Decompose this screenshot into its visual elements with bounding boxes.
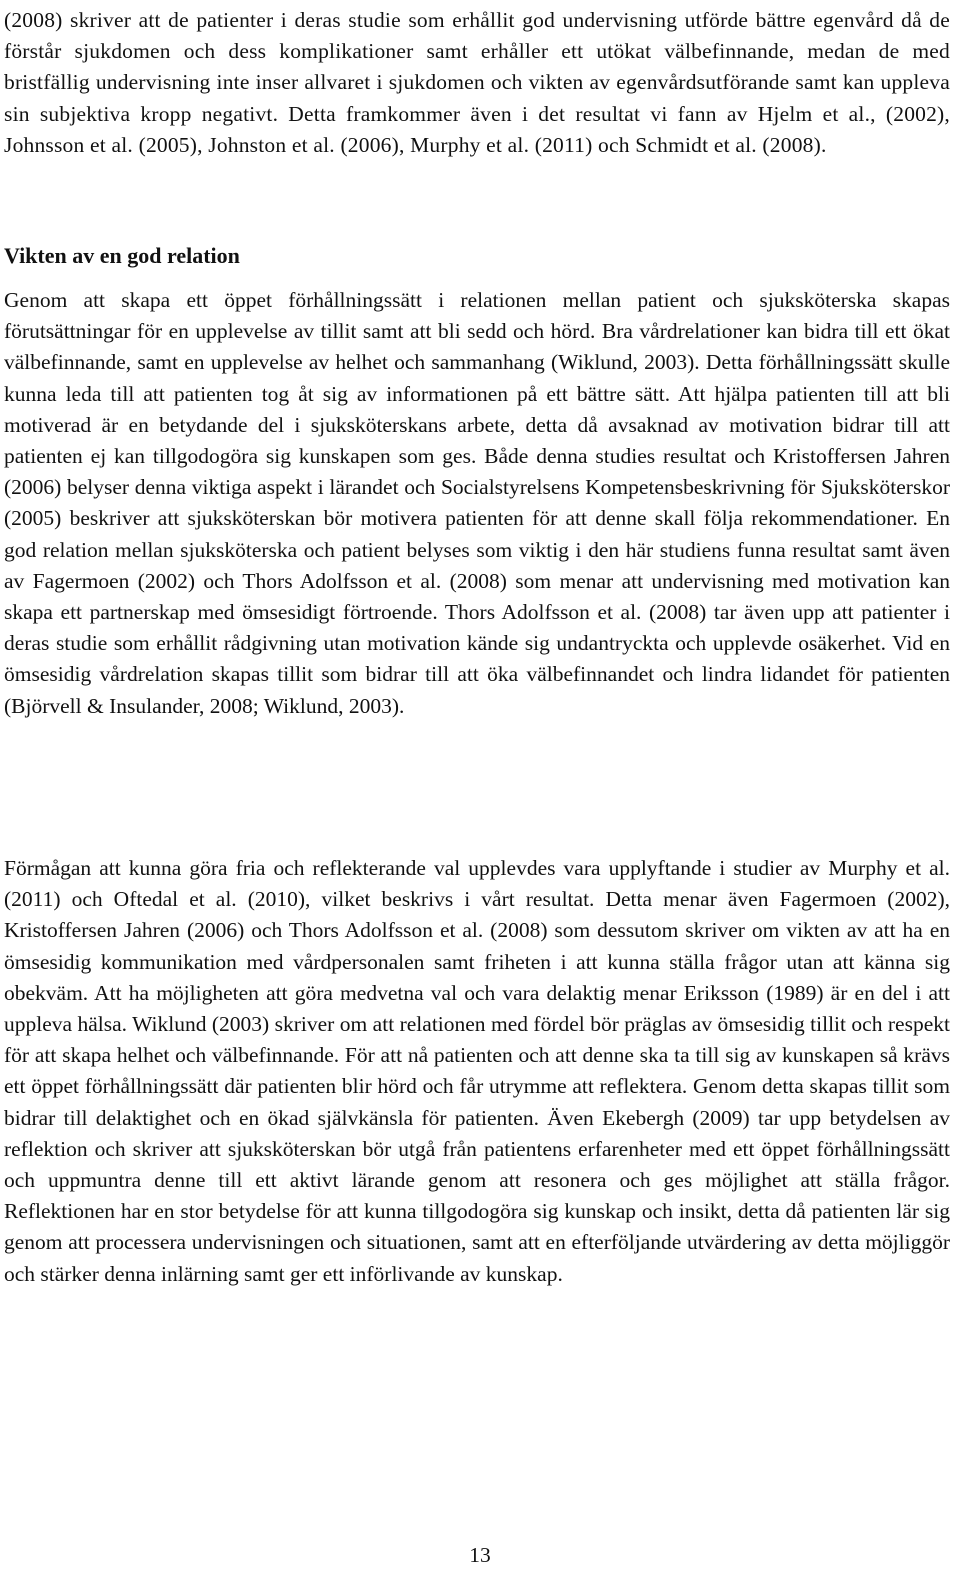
body-paragraph-relation: Genom att skapa ett öppet förhållningssätt i relationen mellan patient och sjuksköterska skapas förutsättningar för en upplevelse av tillit samt att bli sedd och hörd. Bra vårdrelationer kan bidra till ett ökat välbefinnande, samt en upplevelse av helhet och sammanhang (Wiklund, 2003). Detta förhållningssätt skulle kunna leda till att patienten tog åt sig av informationen på ett bättre sätt. Att hjälpa patienten till att bli motiverad är en betydande del i sjuksköterskans arbete, detta då avsaknad av motivation bidrar till att patienten ej kan tillgodogöra sig kunskapen som ges. Både denna studies resultat och Kristoffersen Jahren (2006) belyser denna viktiga aspekt i lärandet och Socialstyrelsens Kompetensbeskrivning för Sjuksköterskor (2005) beskriver att sjuksköterskan bör motivera patienten för att denne skall följa rekommendationer. En god relation mellan sjuksköterska och patient belyses som viktig i den här studiens funna resultat samt även av Fagermoen (2002) och Thors Adolfsson et al. (2008) som menar att undervisning med motivation kan skapa ett partnerskap med ömsesidigt förtroende. Thors Adolfsson et al. (2008) tar även upp att patienter i deras studie som erhållit rådgivning utan motivation kände sig undantryckta och upplevde osäkerhet. Vid en ömsesidig vårdrelation skapas tillit som bidrar till att öka välbefinnandet och lindra lidandet för patienten (Björvell & Insulander, 2008; Wiklund, 2003).: [4, 288, 950, 718]
section-heading: Vikten av en god relation: [4, 243, 240, 268]
body-paragraph-continuation: (2008) skriver att de patienter i deras studie som erhållit god undervisning utförde bättre egenvård då de förstår sjukdomen och dess komplikationer samt erhåller ett utökat välbefinnande, medan de med bristfällig undervisning inte inser allvaret i sjukdomen och vikten av egenvårdsutförande samt kan uppleva sin subjektiva kropp negativt. Detta framkommer även i det resultat vi fann av Hjelm et al., (2002), Johnsson et al. (2005), Johnston et al. (2006), Murphy et al. (2011) och Schmidt et al. (2008).: [4, 8, 950, 157]
page-number: 13: [469, 1543, 491, 1567]
body-paragraph-reflection: Förmågan att kunna göra fria och reflekterande val upplevdes vara upplyftande i studier av Murphy et al. (2011) och Oftedal et al. (2010), vilket beskrivs i vårt resultat. Detta menar även Fagermoen (2002), Kristoffersen Jahren (2006) och Thors Adolfsson et al. (2008) som dessutom skriver om vikten av att ha en ömsesidig kommunikation med vårdpersonalen samt friheten i att kunna ställa frågor utan att känna sig obekväm. Att ha möjligheten att göra medvetna val och vara delaktig menar Eriksson (1989) är en del i att uppleva hälsa. Wiklund (2003) skriver om att relationen med fördel bör präglas av ömsesidig tillit och respekt för att skapa helhet och välbefinnande. För att nå patienten och att denne ska ta till sig av kunskapen så krävs ett öppet förhållningssätt där patienten blir hörd och får utrymme att reflektera. Genom detta skapas tillit som bidrar till delaktighet och en ökad självkänsla för patienten. Även Ekebergh (2009) tar upp betydelsen av reflektion och skriver att sjuksköterskan bör utgå från patientens erfarenheter med ett öppet förhållningssätt och uppmuntra denne till ett aktivt lärande genom att resonera och ges möjlighet att ställa frågor. Reflektionen har en stor betydelse för att kunna tillgodogöra sig kunskap och insikt, detta då patienten lär sig genom att processera undervisningen och situationen, samt att en efterföljande utvärdering av detta möjliggör och stärker denna inlärning samt ger ett införlivande av kunskap.: [4, 856, 950, 1286]
